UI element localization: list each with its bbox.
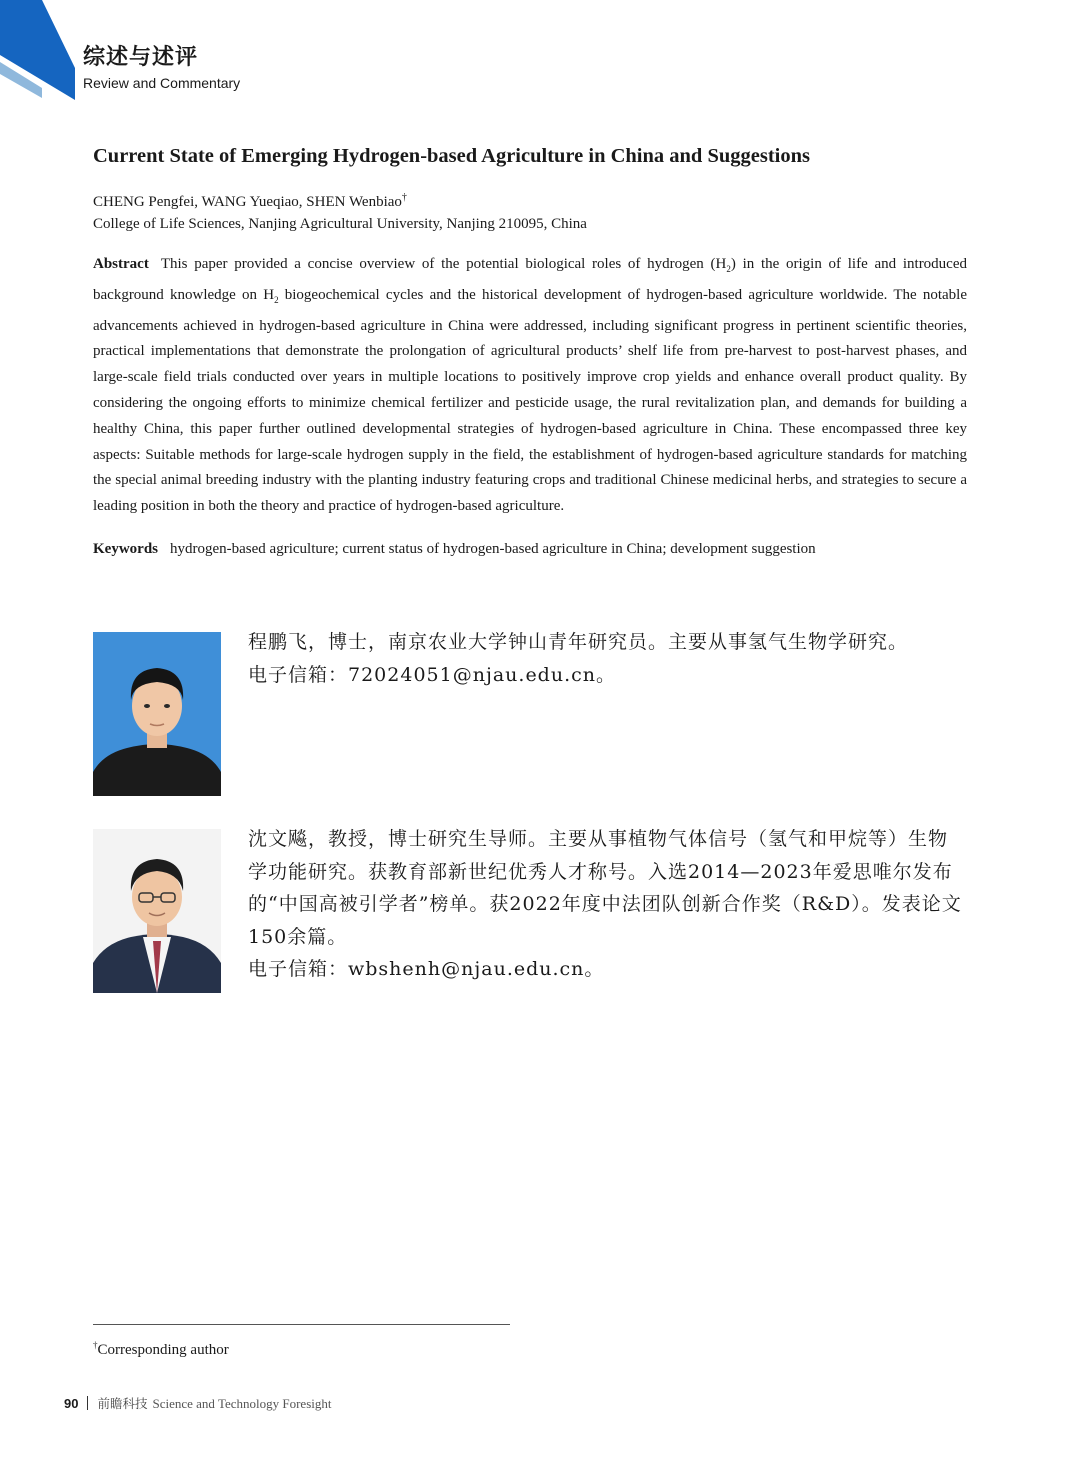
section-header xyxy=(83,44,240,92)
abstract xyxy=(93,252,967,520)
footnote-text: Corresponding author xyxy=(97,1342,229,1358)
abstract-text-part-2: ) in the origin of life and introduced background knowledge on H xyxy=(93,256,968,303)
corner-dark-shape xyxy=(0,0,75,100)
keywords xyxy=(93,537,967,561)
corresponding-author-mark: † xyxy=(401,192,407,203)
article-title: Current State of Emerging Hydrogen-based Agriculture in China and Suggestions xyxy=(93,145,810,167)
bio-description-2: 沈文飚，教授，博士研究生导师。主要从事植物气体信号（氢气和甲烷等）生物学功能研究。获教育部新世纪优秀人才称号。入选2014—2023年爱思唯尔发布的“中国高被引学者”榜单。获2022年度中法团队创新合作奖（R&D）。发表论文150余篇。 xyxy=(248,828,962,948)
section-title-cn: 综述与述评 xyxy=(83,45,199,70)
journal-name-en: Science and Technology Foresight xyxy=(152,1396,332,1411)
bio-description-1: 程鹏飞，博士，南京农业大学钟山青年研究员。主要从事氢气生物学研究。 xyxy=(248,631,909,653)
bio-email-2: 电子信箱：wbshenh@njau.edu.cn。 xyxy=(248,958,605,980)
abstract-text-part-1: This paper provided a concise overview of the potential biological roles of hydrogen (H xyxy=(160,256,727,272)
article-authors xyxy=(93,187,407,213)
bio-text-1 xyxy=(248,626,967,691)
footnote-divider xyxy=(93,1324,510,1325)
footnote-mark: † xyxy=(93,1340,98,1350)
footnote xyxy=(93,1335,229,1360)
abstract-subscript-1: 2 xyxy=(726,264,731,274)
journal-name-cn: 前瞻科技 xyxy=(97,1396,148,1411)
bio-text-2 xyxy=(248,823,967,986)
page-number: 90 xyxy=(64,1396,79,1411)
section-title-en: Review and Commentary xyxy=(83,75,241,91)
abstract-label: Abstract xyxy=(93,256,149,272)
keywords-label: Keywords xyxy=(93,541,158,557)
footer-separator xyxy=(87,1396,88,1410)
bio-email-1: 电子信箱：72024051@njau.edu.cn。 xyxy=(248,663,617,686)
author-affiliation: College of Life Sciences, Nanjing Agricultural University, Nanjing 210095, China xyxy=(93,216,587,232)
author-names: CHENG Pengfei, WANG Yueqiao, SHEN Wenbiao xyxy=(93,194,402,210)
author-photo-1 xyxy=(93,632,221,796)
keywords-text: hydrogen-based agriculture; current status of hydrogen-based agriculture in China; development suggestion xyxy=(170,541,816,557)
page-footer xyxy=(64,1395,332,1413)
abstract-text-part-3: biogeochemical cycles and the historical development of hydrogen-based agriculture worldwide. The notable advancements achieved in hydrogen-based agriculture in China were addressed, including significant progress in pertinent scientific theories, practical implementations that demonstrate the prolongation of agricultural products’ shelf life from pre-harvest to post-harvest phases, and large-scale field trials conducted over years in multiple locations to positively improve crop yields and enhance overall product quality. By considering the ongoing efforts to minimize chemical fertilizer and pesticide usage, the rural revitalization plan, and demands for building a healthy China, this paper further outlined developmental strategies of hydrogen-based agriculture in China. These encompassed three key aspects: Suitable methods for large-scale hydrogen supply in the field, the establishment of hydrogen-based agriculture standards for matching the special animal breeding industry with the planting industry featuring crops and traditional Chinese medicinal herbs, and strategies to secure a leading position in both the theory and practice of hydrogen-based agriculture. xyxy=(93,286,968,515)
author-photo-2 xyxy=(93,829,221,993)
abstract-subscript-2: 2 xyxy=(274,294,279,305)
